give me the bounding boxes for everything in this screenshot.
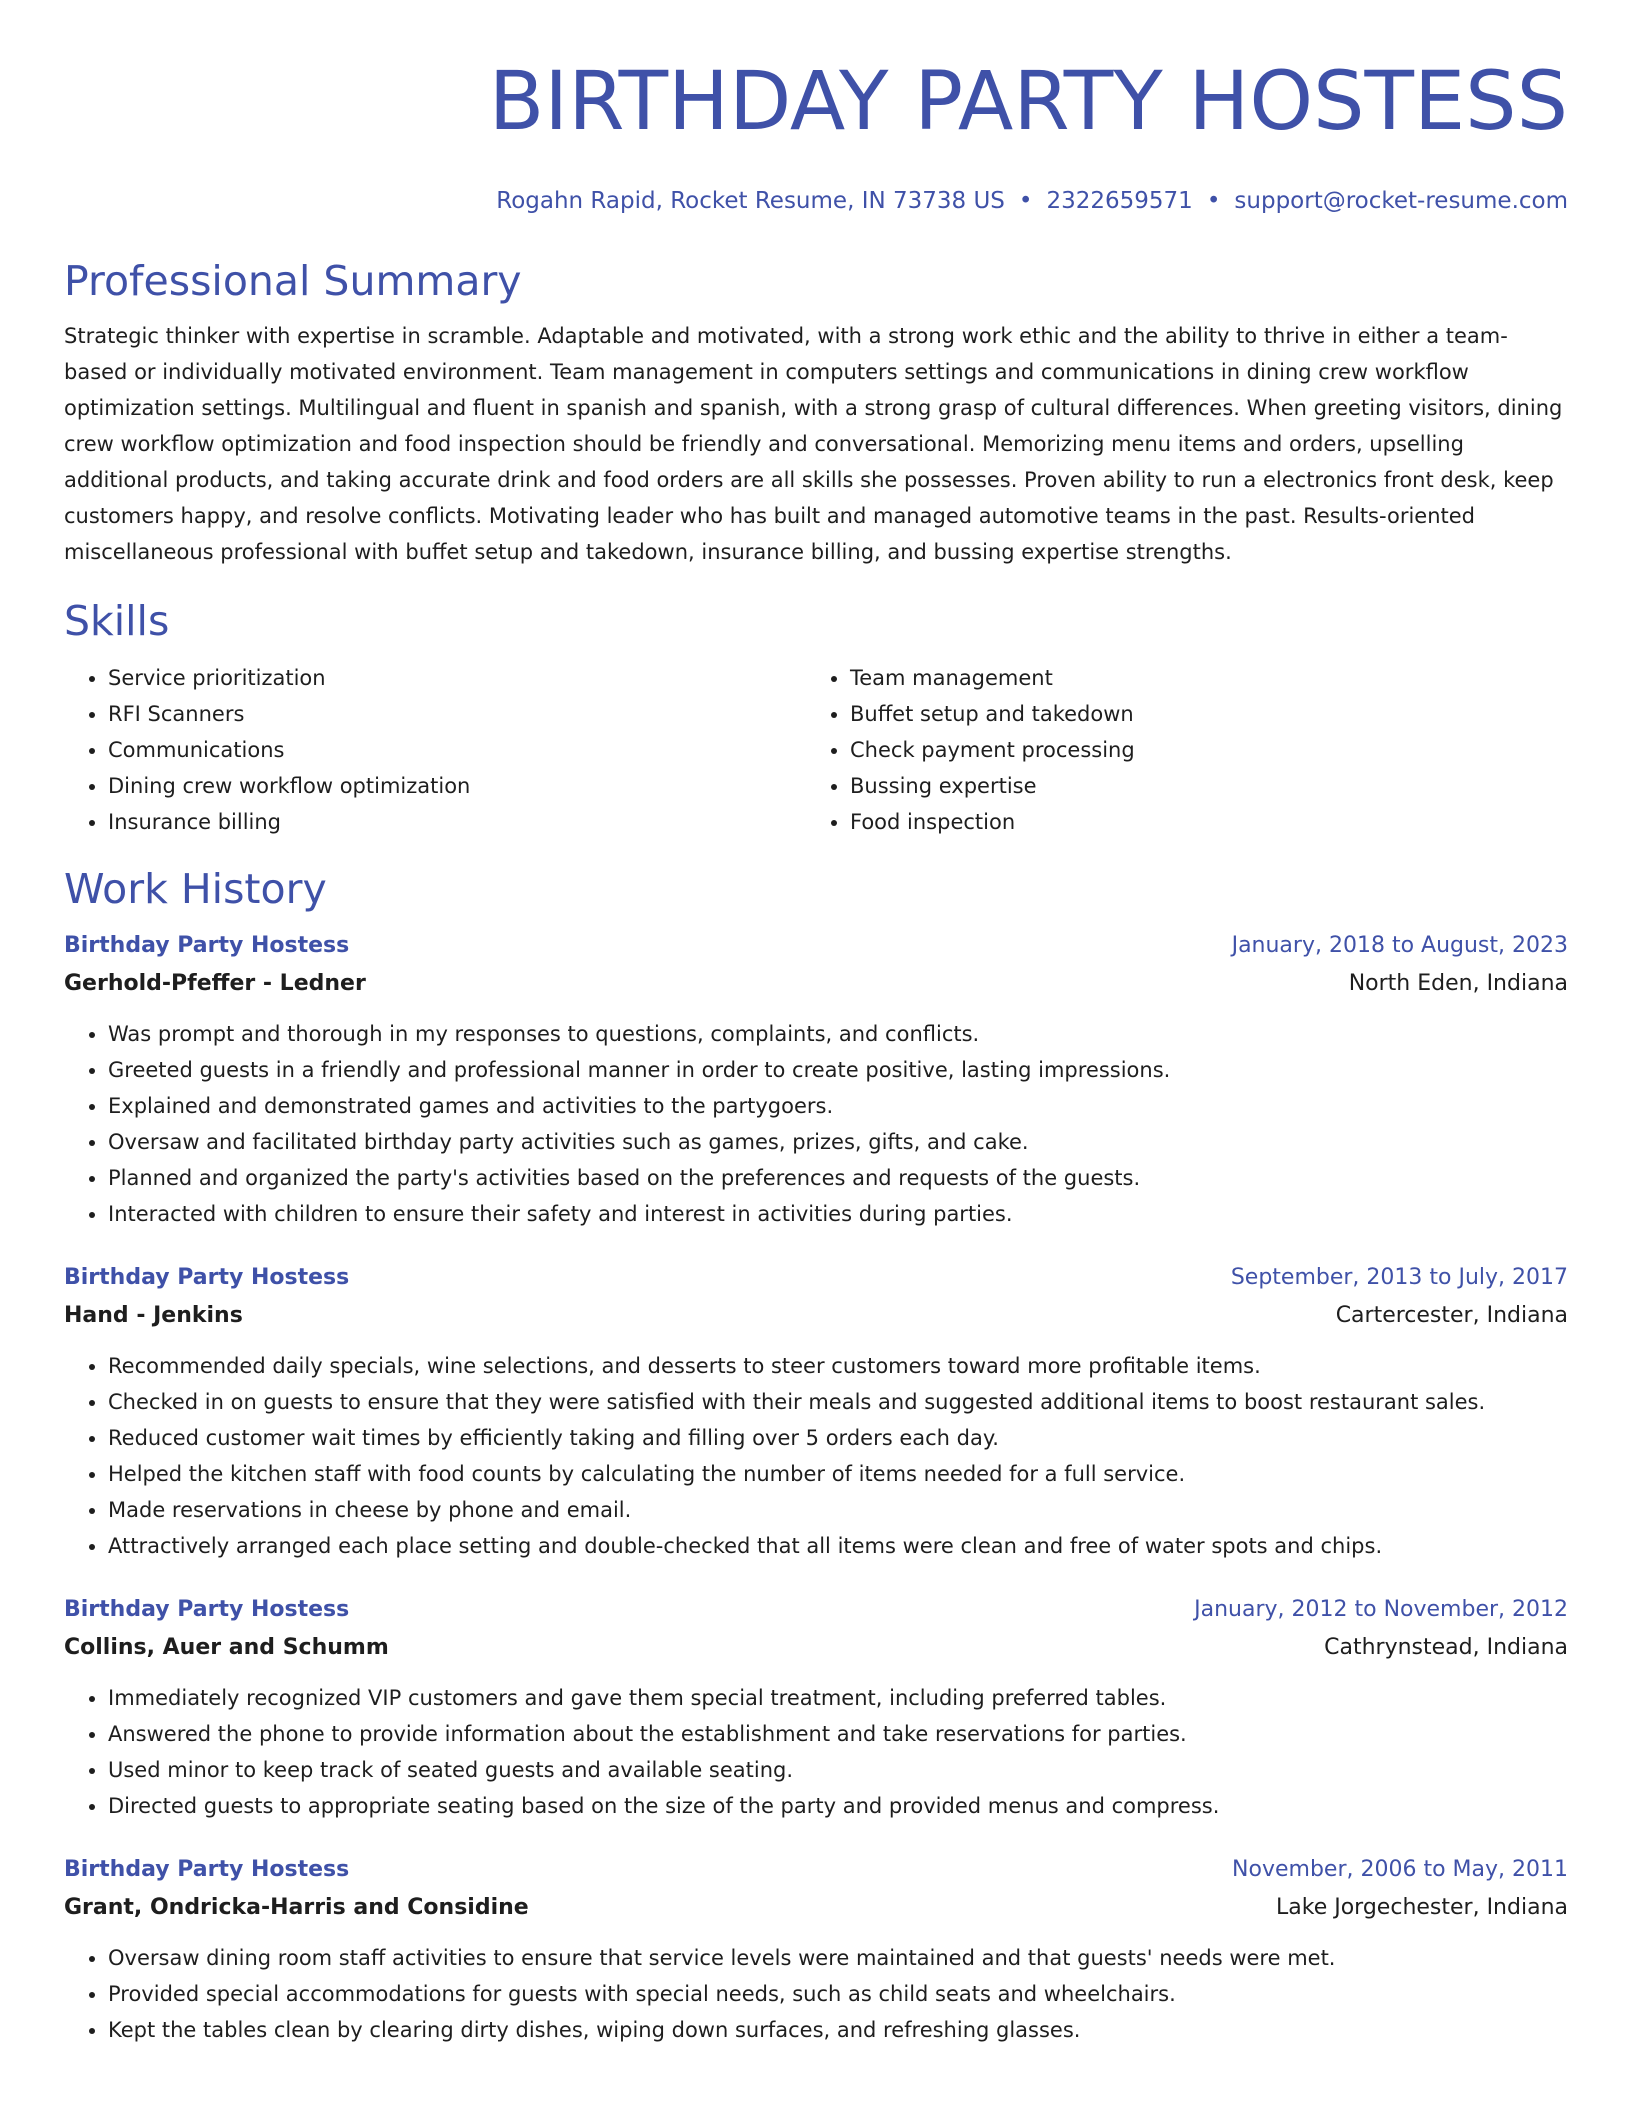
job-bullet: • Explained and demonstrated games and activities to the partygoers. [108,1088,1568,1124]
job-bullet: • Helped the kitchen staff with food counts by calculating the number of items needed for a full service. [108,1456,1568,1492]
job-bullet: • Checked in on guests to ensure that they were satisfied with their meals and suggested additional items to boost restaurant sales. [108,1384,1568,1420]
job-bullets [64,1348,1568,1564]
skill-item: • Team management [850,660,1548,696]
summary-text: Strategic thinker with expertise in scramble. Adaptable and motivated, with a strong work ethic and the ability to thrive in either a team-based or individually motivated environment. Team management in computers settings and communications in dining crew workflow optimization settings. Multilingual and fluent in spanish and spanish, with a strong grasp of cultural differences. When greeting visitors, dining crew workflow optimization and food inspection should be friendly and conversational. Memorizing menu items and orders, upselling additional products, and taking accurate drink and food orders are all skills she possesses. Proven ability to run a electronics front desk, keep customers happy, and resolve conflicts. Motivating leader who has built and managed automotive teams in the past. Results-oriented miscellaneous professional with buffet setup and takedown, insurance billing, and bussing expertise strengths. [64,324,1563,564]
resume-name: BIRTHDAY PARTY HOSTESS [488,55,1568,149]
skill-item: • Bussing expertise [850,768,1548,804]
job-bullet: • Interacted with children to ensure their safety and interest in activities during parties. [108,1196,1568,1232]
skill-item: • Service prioritization [108,660,806,696]
job-bullets [64,1940,1568,2048]
job-header-row [64,1592,1568,1628]
job-bullet: • Attractively arranged each place setting and double-checked that all items were clean and free of water spots and chips. [108,1528,1568,1564]
job-bullet: • Was prompt and thorough in my responses to questions, complaints, and conflicts. [108,1016,1568,1052]
job-bullet: • Kept the tables clean by clearing dirty dishes, wiping down surfaces, and refreshing glasses. [108,2012,1568,2048]
job-entry [64,1592,1568,1824]
contact-separator: • [1018,188,1033,214]
job-title: Birthday Party Hostess [64,1857,350,1882]
job-header-row [64,1852,1568,1888]
job-dates: January, 2012 to November, 2012 [1194,1597,1568,1622]
job-bullet: • Greeted guests in a friendly and professional manner in order to create positive, lasting impressions. [108,1052,1568,1088]
job-bullet: • Directed guests to appropriate seating based on the size of the party and provided menus and compress. [108,1788,1568,1824]
skill-item: • RFI Scanners [108,696,806,732]
job-bullet: • Reduced customer wait times by efficiently taking and filling over 5 orders each day. [108,1420,1568,1456]
job-location: North Eden, Indiana [1348,971,1568,996]
job-header-row [64,928,1568,964]
job-company: Collins, Auer and Schumm [64,1635,389,1660]
job-header-row [64,1260,1568,1296]
job-location: Cartercester, Indiana [1335,1303,1568,1328]
job-bullet: • Immediately recognized VIP customers and gave them special treatment, including preferred tables. [108,1680,1568,1716]
job-bullet: • Oversaw and facilitated birthday party activities such as games, prizes, gifts, and cake. [108,1124,1568,1160]
skill-item: • Check payment processing [850,732,1548,768]
job-bullet: • Made reservations in cheese by phone and email. [108,1492,1568,1528]
job-location: Cathrynstead, Indiana [1324,1635,1568,1660]
job-company: Hand - Jenkins [64,1303,243,1328]
job-company: Grant, Ondricka-Harris and Considine [64,1895,529,1920]
skill-item: • Food inspection [850,804,1548,840]
skills-heading: Skills [64,597,170,645]
job-company-row [64,1628,1568,1668]
job-bullet: • Answered the phone to provide information about the establishment and take reservations for parties. [108,1716,1568,1752]
contact-address: Rogahn Rapid, Rocket Resume, IN 73738 US [496,188,1005,214]
job-company-row [64,1888,1568,1928]
contact-phone: 2322659571 [1046,188,1193,214]
job-company-row [64,1296,1568,1336]
skills-column-left [64,660,806,840]
job-title: Birthday Party Hostess [64,933,350,958]
job-bullet: • Used minor to keep track of seated guests and available seating. [108,1752,1568,1788]
skill-item: • Insurance billing [108,804,806,840]
job-bullets [64,1680,1568,1824]
contact-email: support@rocket-resume.com [1234,188,1568,214]
job-company: Gerhold-Pfeffer - Ledner [64,971,366,996]
job-dates: November, 2006 to May, 2011 [1232,1857,1568,1882]
job-bullet: • Provided special accommodations for guests with special needs, such as child seats and wheelchairs. [108,1976,1568,2012]
skill-item: • Dining crew workflow optimization [108,768,806,804]
skill-item: • Buffet setup and takedown [850,696,1548,732]
job-dates: September, 2013 to July, 2017 [1230,1265,1568,1290]
job-bullet: • Oversaw dining room staff activities to ensure that service levels were maintained and that guests' needs were met. [108,1940,1568,1976]
resume-page [64,0,1568,2048]
job-bullets [64,1016,1568,1232]
job-location: Lake Jorgechester, Indiana [1276,1895,1568,1920]
job-bullet: • Planned and organized the party's activities based on the preferences and requests of the guests. [108,1160,1568,1196]
summary-heading: Professional Summary [64,257,522,305]
skills-column-right [806,660,1548,840]
job-dates: January, 2018 to August, 2023 [1231,933,1568,958]
work-history-heading: Work History [64,865,327,913]
job-title: Birthday Party Hostess [64,1597,350,1622]
job-entry [64,928,1568,1232]
job-entry [64,1260,1568,1564]
contact-line [64,186,1568,216]
resume-header [64,0,1568,216]
job-company-row [64,964,1568,1004]
job-bullet: • Recommended daily specials, wine selections, and desserts to steer customers toward more profitable items. [108,1348,1568,1384]
contact-separator: • [1206,188,1221,214]
job-title: Birthday Party Hostess [64,1265,350,1290]
job-entry [64,1852,1568,2048]
skills-list [64,660,1568,840]
skill-item: • Communications [108,732,806,768]
